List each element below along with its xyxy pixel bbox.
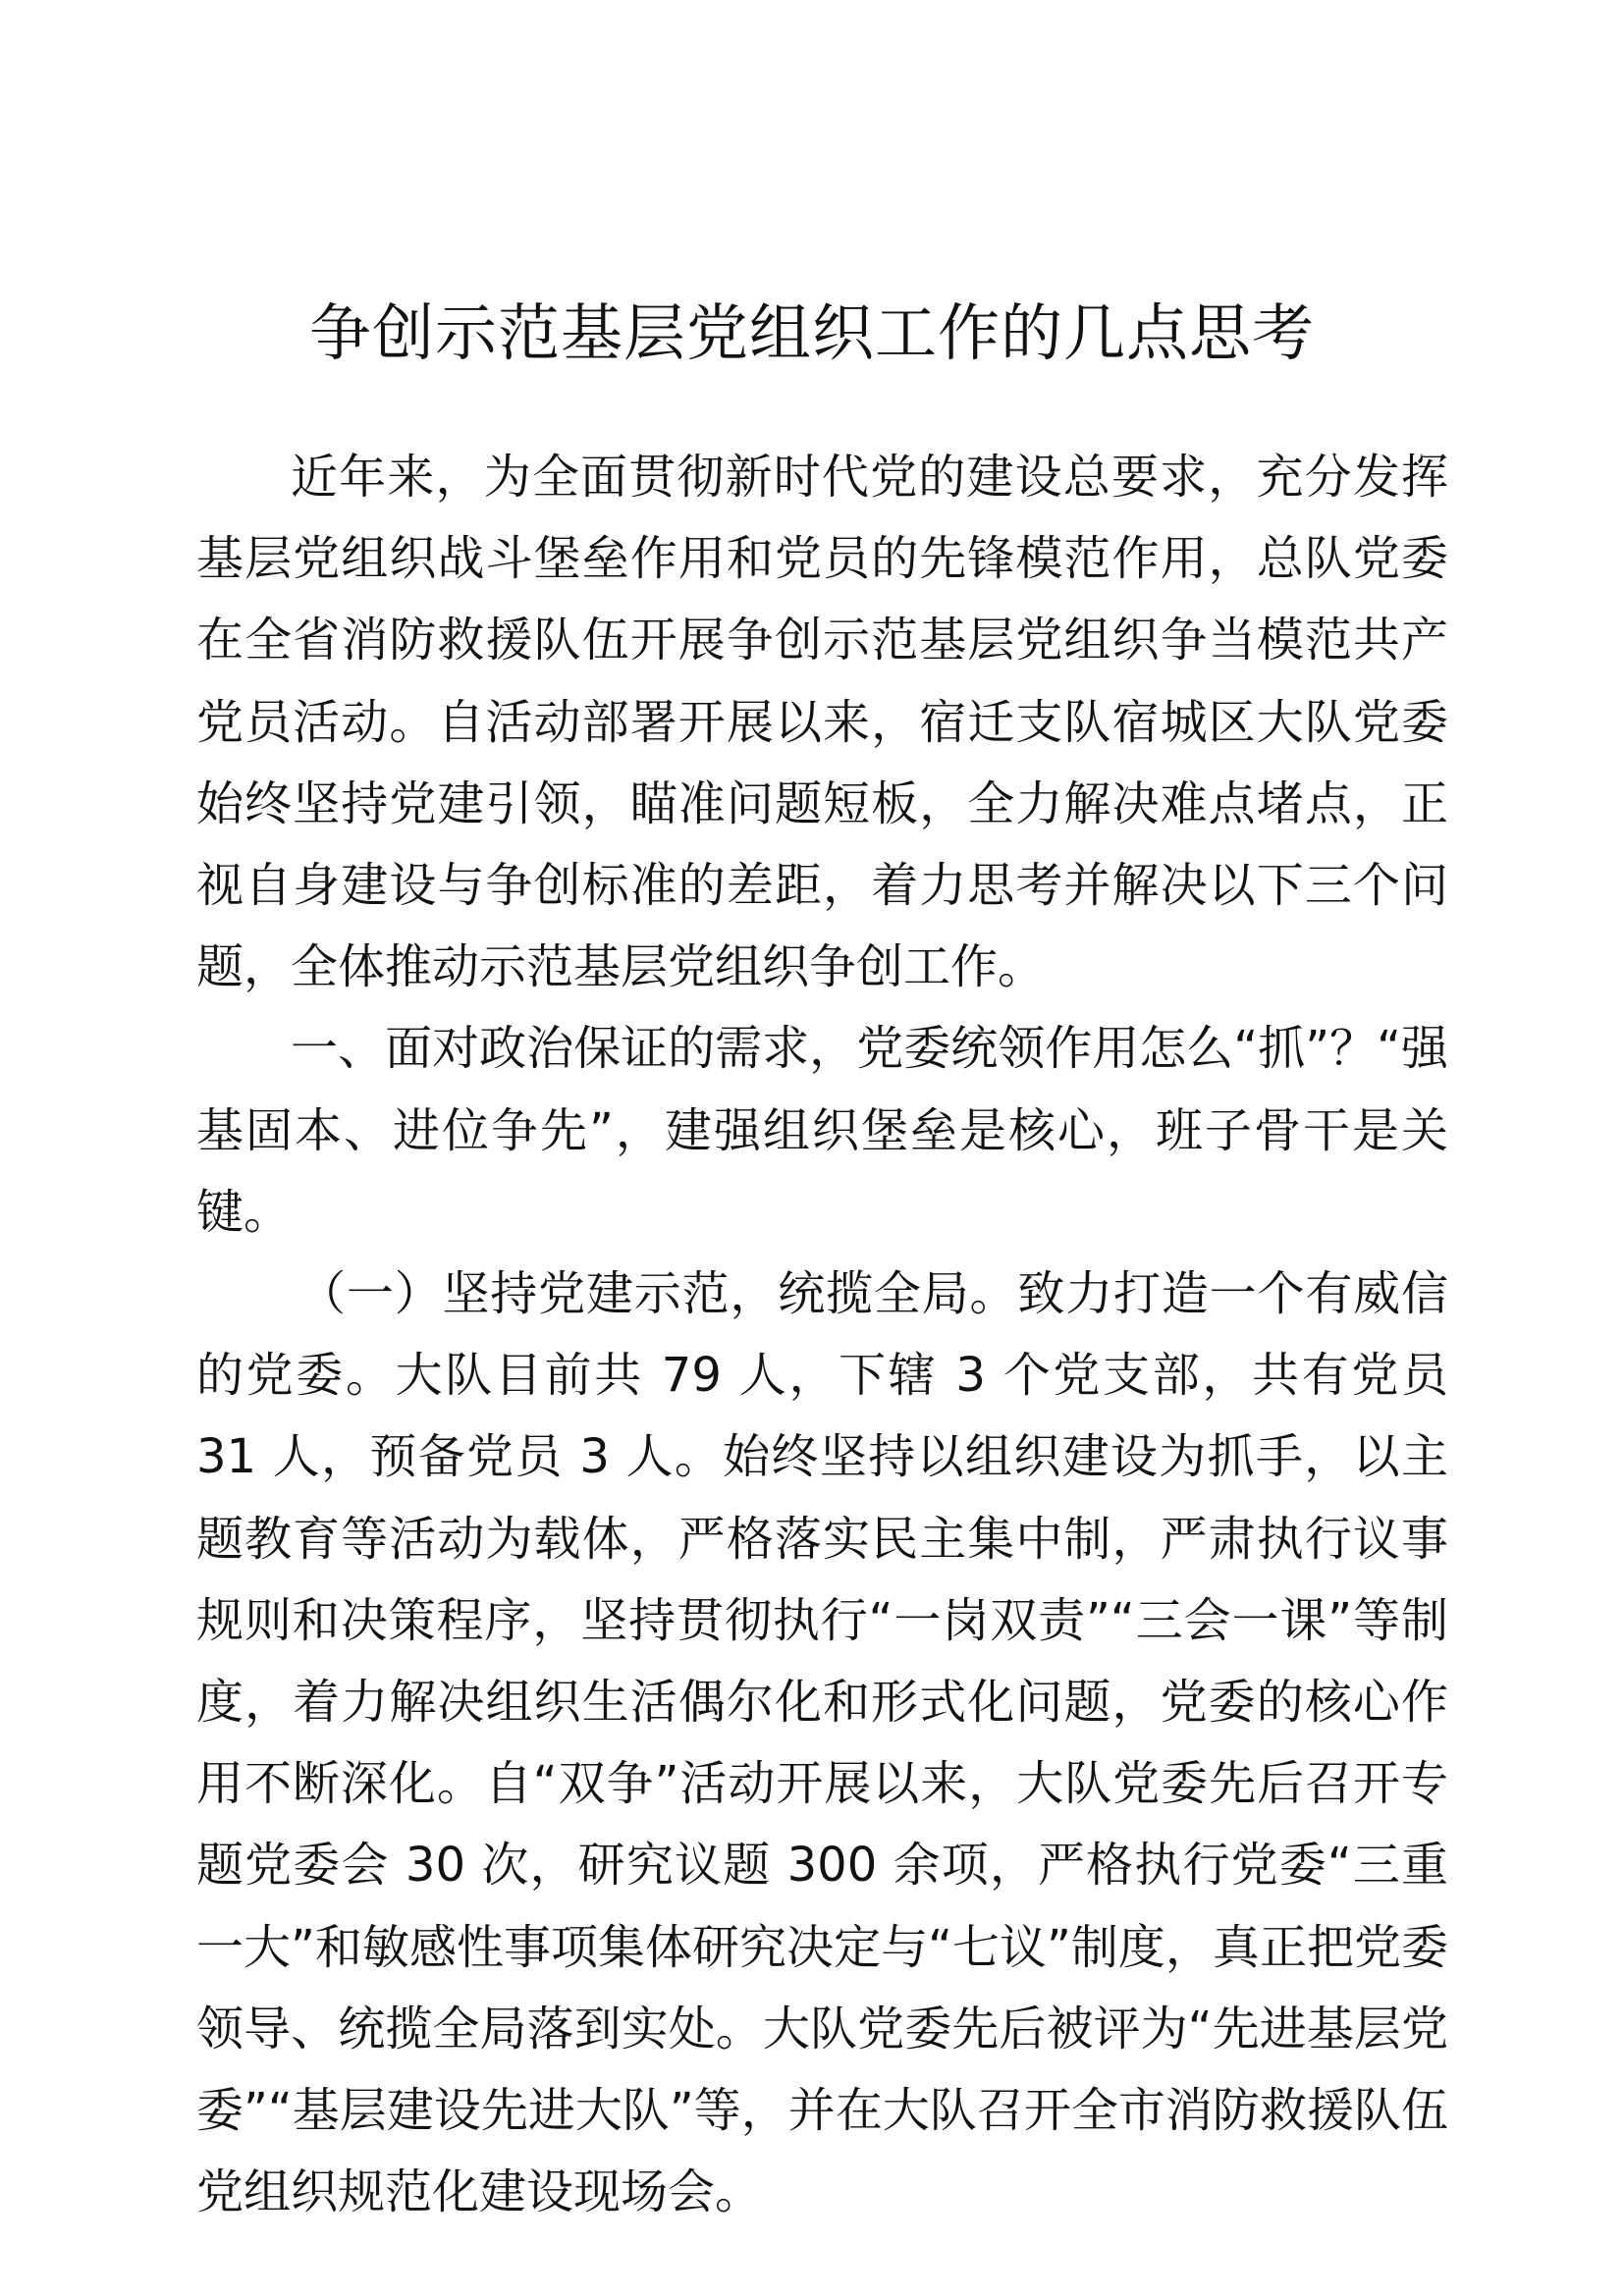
document-title: 争创示范基层党组织工作的几点思考 bbox=[309, 297, 1315, 369]
paragraph-subsection-one: （一）坚持党建示范，统揽全局。致力打造一个有威信的党委。大队目前共 79 人，下辖 3 个党支部，共有党员 31 人，预备党员 3 人。始终坚持以组织建设为抓手，以主题教育等活动为载体，严格落实民主集中制，严肃执行议事规则和决策程序，坚持贯彻执行“一岗双责”“三会一课”等制度，着力解决组织生活偶尔化和形式化问题，党委的核心作用不断深化。自“双争”活动开展以来，大队党委先后召开专题党委会 30 次，研究议题 300 余项，严格执行党委“三重一大”和敏感性事项集体研究决定与“七议”制度，真正把党委领导、统揽全局落到实处。大队党委先后被评为“先进基层党委”“基层建设先进大队”等，并在大队召开全市消防救援队伍党组织规范化建设现场会。 bbox=[196, 1266, 1448, 2220]
paragraph-section-one-heading: 一、面对政治保证的需求，党委统领作用怎么“抓”？“强基固本、进位争先”，建强组织堡垒是核心，班子骨干是关键。 bbox=[196, 1021, 1448, 1240]
paragraph-intro: 近年来，为全面贯彻新时代党的建设总要求，充分发挥基层党组织战斗堡垒作用和党员的先锋模范作用，总队党委在全省消防救援队伍开展争创示范基层党组织争当模范共产党员活动。自活动部署开展以来，宿迁支队宿城区大队党委始终坚持党建引领，瞄准问题短板，全力解决难点堵点，正视自身建设与争创标准的差距，着力思考并解决以下三个问题，全体推动示范基层党组织争创工作。 bbox=[196, 450, 1448, 995]
document-body bbox=[196, 437, 1448, 2233]
